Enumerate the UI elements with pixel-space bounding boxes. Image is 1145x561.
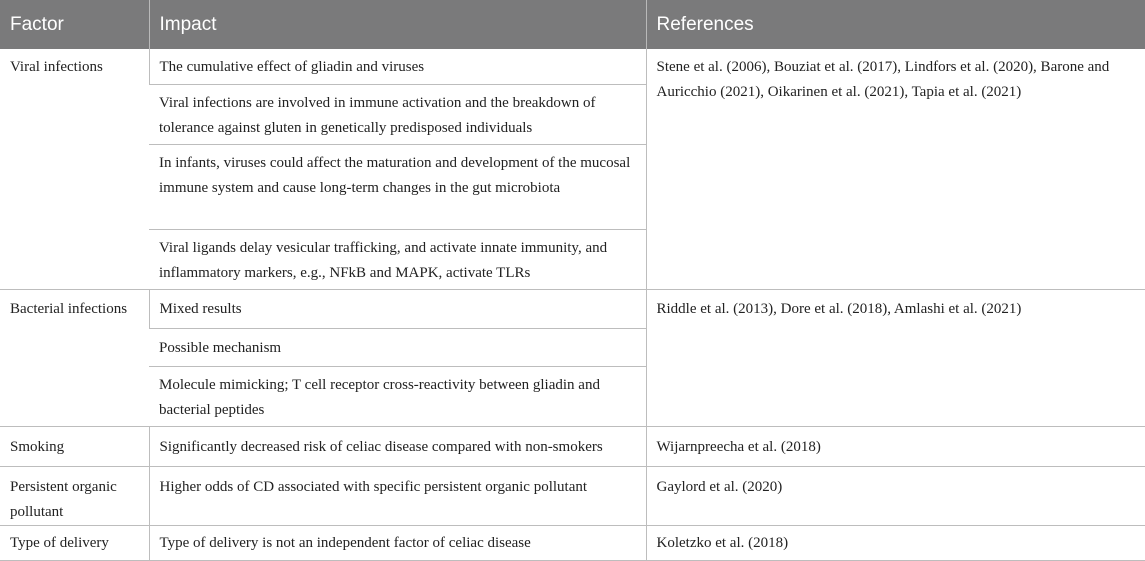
references-cell: Riddle et al. (2013), Dore et al. (2018), Amlashi et al. (2021) (646, 289, 1145, 426)
factor-cell: Bacterial infections (0, 289, 149, 426)
header-row (0, 0, 1145, 49)
header-references: References (646, 0, 1145, 49)
impact-cell: Significantly decreased risk of celiac disease compared with non-smokers (149, 426, 646, 466)
impact-cell: Higher odds of CD associated with specific persistent organic pollutant (149, 466, 646, 525)
impact-cell: Possible mechanism (149, 328, 646, 366)
table-row (0, 525, 1145, 560)
factor-cell: Type of delivery (0, 525, 149, 560)
table-row (0, 289, 1145, 328)
impact-cell: The cumulative effect of gliadin and viruses (149, 49, 646, 84)
references-cell: Koletzko et al. (2018) (646, 525, 1145, 560)
table-row (0, 49, 1145, 84)
impact-cell: Viral infections are involved in immune activation and the breakdown of tolerance against gluten in genetically predisposed individuals (149, 84, 646, 144)
references-cell: Wijarnpreecha et al. (2018) (646, 426, 1145, 466)
impact-cell: Molecule mimicking; T cell receptor cross-reactivity between gliadin and bacterial peptides (149, 366, 646, 426)
header-impact: Impact (149, 0, 646, 49)
impact-cell: Type of delivery is not an independent factor of celiac disease (149, 525, 646, 560)
references-cell: Gaylord et al. (2020) (646, 466, 1145, 525)
factor-cell: Persistent organic pollutant (0, 466, 149, 525)
impact-cell: Mixed results (149, 289, 646, 328)
factor-cell: Smoking (0, 426, 149, 466)
header-factor: Factor (0, 0, 149, 49)
impact-cell: Viral ligands delay vesicular trafficking, and activate innate immunity, and inflammatory markers, e.g., NFkB and MAPK, activate TLRs (149, 229, 646, 289)
table-row (0, 466, 1145, 525)
impact-cell: In infants, viruses could affect the maturation and development of the mucosal immune system and cause long-term changes in the gut microbiota (149, 144, 646, 229)
factor-cell: Viral infections (0, 49, 149, 289)
references-cell: Stene et al. (2006), Bouziat et al. (2017), Lindfors et al. (2020), Barone and Auricchio (2021), Oikarinen et al. (2021), Tapia et al. (2021) (646, 49, 1145, 289)
table-row (0, 426, 1145, 466)
